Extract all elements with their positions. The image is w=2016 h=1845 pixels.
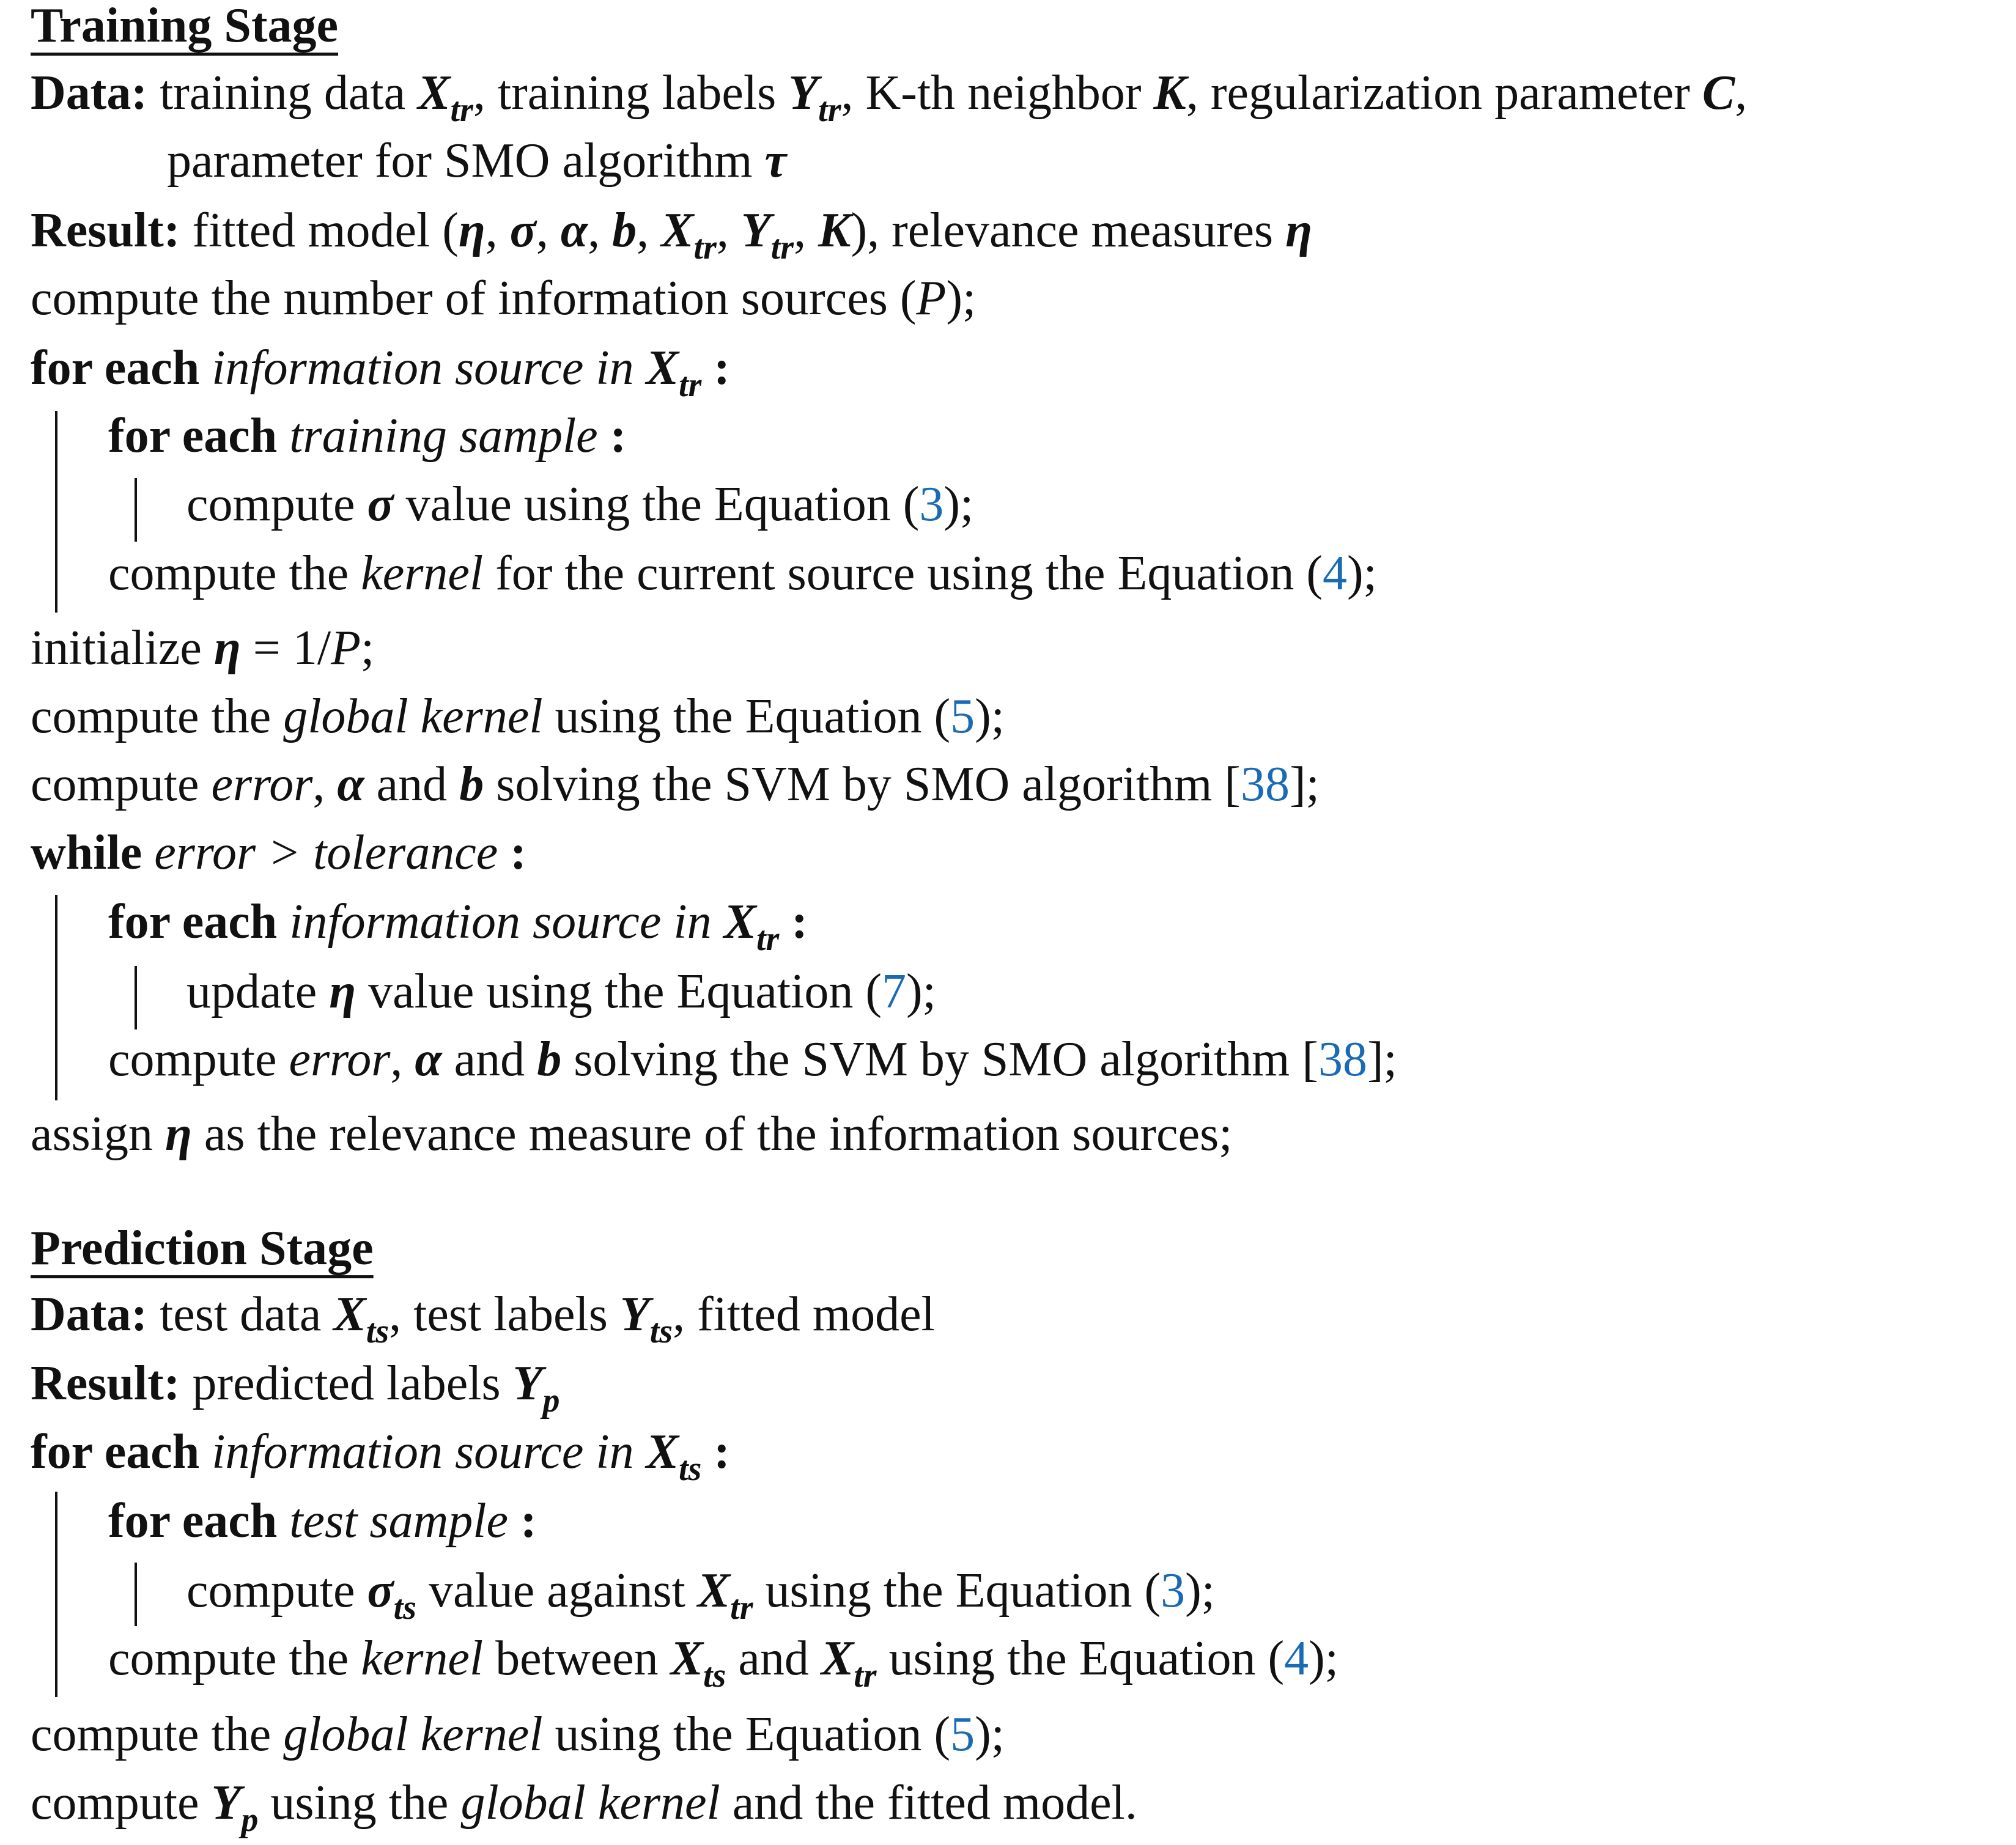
math-symbol: C bbox=[1702, 66, 1735, 120]
text: error bbox=[211, 757, 313, 811]
text: , fitted model bbox=[673, 1287, 935, 1341]
math-symbol: b bbox=[459, 757, 484, 811]
math-symbol: Y bbox=[788, 66, 819, 120]
training-line bbox=[31, 200, 1312, 266]
math-symbol: tr bbox=[756, 920, 780, 958]
keyword: Result: bbox=[31, 1357, 193, 1410]
keyword: : bbox=[610, 409, 627, 463]
keyword: Data: bbox=[31, 66, 160, 120]
math-symbol: Y bbox=[619, 1287, 650, 1341]
text: using the Equation ( bbox=[876, 1632, 1285, 1685]
text: global kernel bbox=[460, 1776, 720, 1830]
text: using the Equation ( bbox=[542, 1707, 951, 1761]
math-symbol: K bbox=[818, 204, 851, 257]
block-bar-prediction-foreach bbox=[55, 1492, 57, 1697]
text: ); bbox=[1346, 547, 1377, 600]
text: kernel bbox=[361, 1632, 484, 1685]
training-line bbox=[31, 268, 976, 329]
text: test data bbox=[160, 1287, 334, 1341]
text: information source in bbox=[212, 1425, 646, 1479]
text: error bbox=[289, 1033, 391, 1086]
math-symbol: tr bbox=[854, 1657, 877, 1695]
math-symbol: K bbox=[1153, 66, 1186, 120]
math-symbol: η bbox=[213, 621, 241, 675]
text: and bbox=[441, 1033, 537, 1086]
math-symbol: X bbox=[821, 1632, 854, 1685]
math-symbol: η bbox=[329, 965, 356, 1018]
math-symbol: ts bbox=[649, 1313, 673, 1350]
math-symbol: X bbox=[697, 1564, 731, 1618]
block-bar-training-foreach bbox=[55, 411, 57, 613]
keyword: Result: bbox=[31, 204, 193, 257]
keyword: while bbox=[31, 826, 155, 880]
text: fitted model ( bbox=[192, 204, 459, 257]
text: ); bbox=[975, 690, 1005, 743]
math-symbol: tr bbox=[678, 366, 702, 404]
prediction-line bbox=[31, 1353, 560, 1419]
reference-link[interactable]: 38 bbox=[1318, 1033, 1367, 1086]
math-symbol: p bbox=[241, 1801, 259, 1839]
text: value against bbox=[416, 1564, 698, 1618]
text: value using the Equation ( bbox=[393, 477, 920, 531]
text: kernel bbox=[361, 547, 484, 600]
text: , bbox=[637, 204, 662, 257]
text: compute bbox=[31, 757, 212, 811]
keyword: : bbox=[510, 826, 526, 880]
math-symbol: p bbox=[542, 1382, 560, 1420]
text: for the current source using the Equation ( bbox=[483, 547, 1323, 600]
keyword: : bbox=[520, 1494, 537, 1548]
prediction-line bbox=[31, 1772, 1137, 1838]
text: assign bbox=[31, 1107, 165, 1161]
text: compute the bbox=[31, 1707, 284, 1761]
training-line bbox=[31, 822, 526, 883]
math-symbol: Y bbox=[211, 1776, 242, 1830]
text: ); bbox=[1309, 1632, 1339, 1685]
text: update bbox=[186, 965, 330, 1018]
block-bar-test-sample bbox=[135, 1563, 137, 1626]
training-line bbox=[108, 405, 626, 466]
text: compute bbox=[31, 1776, 212, 1830]
training-stage-heading: Training Stage bbox=[31, 0, 339, 53]
block-bar-training-sample bbox=[135, 478, 137, 542]
math-symbol: ts bbox=[678, 1450, 702, 1488]
text: information source in bbox=[212, 341, 646, 395]
text: parameter for SMO algorithm bbox=[167, 134, 765, 188]
math-symbol: tr bbox=[770, 229, 794, 267]
math-symbol: Y bbox=[740, 204, 771, 257]
training-line bbox=[186, 961, 936, 1022]
math-symbol: P bbox=[331, 621, 361, 675]
math-symbol: b bbox=[612, 204, 637, 257]
keyword: for each bbox=[31, 1425, 212, 1479]
reference-link[interactable]: 4 bbox=[1322, 547, 1347, 600]
text: , regularization parameter bbox=[1186, 66, 1702, 120]
text: ]; bbox=[1290, 757, 1320, 811]
math-symbol: tr bbox=[818, 91, 841, 129]
text: ); bbox=[1185, 1564, 1215, 1618]
prediction-line bbox=[108, 1490, 537, 1552]
training-line bbox=[108, 891, 808, 957]
training-line bbox=[31, 1103, 1232, 1165]
text: training data bbox=[160, 66, 418, 120]
training-line bbox=[31, 337, 730, 403]
keyword: for each bbox=[108, 895, 290, 949]
keyword: Data: bbox=[31, 1287, 160, 1341]
training-line bbox=[31, 62, 1747, 128]
reference-link[interactable]: 3 bbox=[1161, 1564, 1186, 1618]
text: compute bbox=[186, 477, 367, 531]
math-symbol: ts bbox=[703, 1657, 726, 1695]
math-symbol: tr bbox=[693, 229, 717, 267]
text: , bbox=[312, 757, 338, 811]
training-line bbox=[186, 474, 973, 535]
training-line bbox=[108, 543, 1377, 604]
math-symbol: α bbox=[415, 1033, 442, 1086]
text: value using the Equation ( bbox=[356, 965, 882, 1018]
reference-link[interactable]: 5 bbox=[950, 690, 975, 743]
text: using the bbox=[258, 1776, 461, 1830]
math-symbol: X bbox=[418, 66, 451, 120]
training-line bbox=[167, 130, 786, 191]
training-line bbox=[31, 617, 374, 679]
text: , K-th neighbor bbox=[841, 66, 1154, 120]
keyword: : bbox=[701, 1425, 730, 1479]
math-symbol: X bbox=[646, 1425, 679, 1479]
math-symbol: α bbox=[337, 757, 364, 811]
text: between bbox=[483, 1632, 671, 1685]
text: compute the bbox=[108, 1632, 361, 1685]
math-symbol: X bbox=[661, 204, 694, 257]
math-symbol: tr bbox=[450, 91, 473, 129]
text: ); bbox=[946, 271, 977, 325]
text: using the Equation ( bbox=[542, 690, 951, 743]
text: ; bbox=[361, 621, 375, 675]
math-symbol: α bbox=[560, 204, 588, 257]
math-symbol: X bbox=[333, 1287, 366, 1341]
text: initialize bbox=[31, 621, 214, 675]
reference-link[interactable]: 4 bbox=[1284, 1632, 1309, 1685]
text: test sample bbox=[289, 1494, 520, 1548]
reference-link[interactable]: 38 bbox=[1241, 757, 1290, 811]
text: ]; bbox=[1367, 1033, 1397, 1086]
reference-link[interactable]: 5 bbox=[950, 1707, 975, 1761]
text: , bbox=[794, 204, 819, 257]
math-symbol: X bbox=[723, 895, 756, 949]
math-symbol: X bbox=[646, 341, 679, 395]
math-symbol: σ bbox=[509, 204, 536, 257]
text: solving the SVM by SMO algorithm [ bbox=[561, 1033, 1318, 1086]
training-line bbox=[31, 686, 1005, 747]
text: compute bbox=[186, 1564, 367, 1618]
text: predicted labels bbox=[192, 1357, 513, 1410]
block-bar-while-foreach bbox=[135, 966, 137, 1029]
keyword: for each bbox=[108, 409, 290, 463]
keyword: for each bbox=[31, 341, 212, 395]
reference-link[interactable]: 7 bbox=[881, 965, 906, 1018]
text: compute the bbox=[108, 547, 361, 600]
text: as the relevance measure of the information sources; bbox=[191, 1107, 1233, 1161]
text: information source in bbox=[289, 895, 724, 949]
text: , bbox=[390, 1033, 415, 1086]
prediction-stage-heading: Prediction Stage bbox=[31, 1221, 374, 1275]
text: = 1/ bbox=[240, 621, 331, 675]
text: ); bbox=[906, 965, 936, 1018]
text: compute bbox=[108, 1033, 289, 1086]
text: and bbox=[726, 1632, 821, 1685]
text: and bbox=[364, 757, 460, 811]
text: , bbox=[485, 204, 510, 257]
keyword: : bbox=[701, 341, 730, 395]
text: ); bbox=[975, 1707, 1005, 1761]
text: , bbox=[536, 204, 561, 257]
math-symbol: η bbox=[458, 204, 486, 257]
text: , training labels bbox=[473, 66, 789, 120]
text: compute the number of information sources ( bbox=[31, 271, 917, 325]
math-symbol: Y bbox=[512, 1357, 543, 1410]
prediction-line bbox=[31, 1421, 730, 1487]
text: ), relevance measures bbox=[851, 204, 1286, 257]
math-symbol: X bbox=[670, 1632, 703, 1685]
prediction-line bbox=[108, 1628, 1338, 1694]
reference-link[interactable]: 3 bbox=[919, 477, 944, 531]
text: error > tolerance bbox=[154, 826, 511, 880]
math-symbol: τ bbox=[764, 134, 787, 188]
text: using the Equation ( bbox=[753, 1564, 1161, 1618]
block-bar-while bbox=[55, 895, 57, 1100]
text: , bbox=[588, 204, 613, 257]
text: global kernel bbox=[283, 1707, 543, 1761]
prediction-line bbox=[186, 1560, 1215, 1626]
math-symbol: ts bbox=[366, 1313, 390, 1350]
math-symbol: σ bbox=[367, 1564, 394, 1618]
training-line bbox=[108, 1029, 1397, 1090]
prediction-line bbox=[31, 1704, 1005, 1765]
math-symbol: η bbox=[1285, 204, 1313, 257]
keyword: : bbox=[779, 895, 808, 949]
text: training sample bbox=[289, 409, 610, 463]
keyword: for each bbox=[108, 1494, 290, 1548]
text: ); bbox=[943, 477, 974, 531]
math-symbol: P bbox=[916, 271, 947, 325]
text: compute the bbox=[31, 690, 284, 743]
math-symbol: b bbox=[537, 1033, 562, 1086]
training-line bbox=[31, 754, 1320, 815]
math-symbol: tr bbox=[730, 1589, 753, 1627]
text: , bbox=[1735, 66, 1748, 120]
text: and the fitted model. bbox=[720, 1776, 1137, 1830]
text: solving the SVM by SMO algorithm [ bbox=[484, 757, 1241, 811]
text: , bbox=[716, 204, 741, 257]
prediction-line bbox=[31, 1284, 935, 1350]
math-symbol: η bbox=[165, 1107, 192, 1161]
text: , test labels bbox=[389, 1287, 620, 1341]
text: global kernel bbox=[283, 690, 543, 743]
math-symbol: σ bbox=[367, 477, 394, 531]
math-symbol: ts bbox=[393, 1589, 416, 1627]
